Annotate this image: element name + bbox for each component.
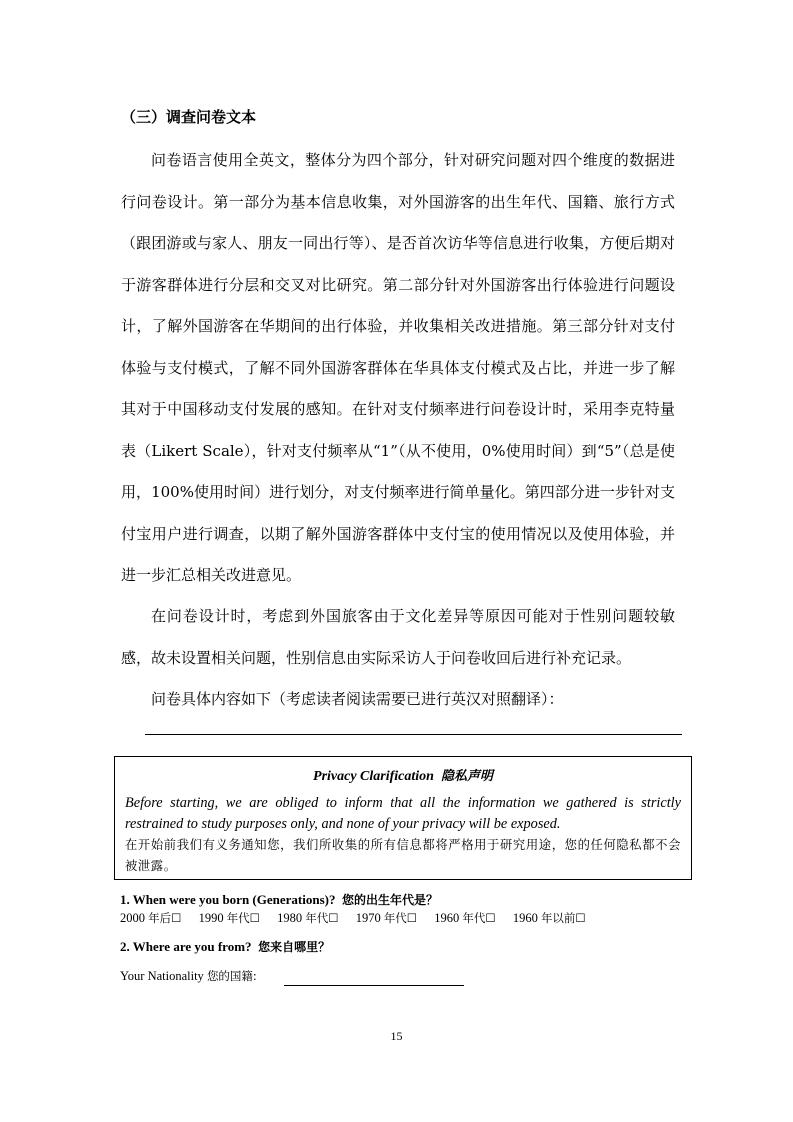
option-suffix: 年代☐ (226, 911, 260, 925)
nationality-label-cn: 您的国籍: (206, 969, 257, 983)
nationality-label-en: Your Nationality (120, 969, 204, 983)
question-2-label-en: 2. Where are you from? (120, 939, 252, 954)
option-1960s[interactable] (434, 911, 495, 925)
option-1980s[interactable] (277, 911, 338, 925)
option-year: 1990 (198, 911, 224, 925)
option-before-1960[interactable] (513, 911, 586, 925)
nationality-field-label (120, 968, 257, 984)
divider-line (145, 734, 682, 735)
privacy-title (125, 765, 681, 785)
option-year: 2000 (120, 911, 145, 925)
option-suffix: 年后☐ (148, 911, 182, 925)
privacy-title-en: Privacy Clarification (313, 769, 434, 784)
question-2-label-cn: 您来自哪里？ (258, 940, 331, 954)
nationality-input-line[interactable] (284, 985, 464, 986)
section-heading: （三）调查问卷文本 (121, 108, 257, 126)
paragraph-1: 问卷语言使用全英文，整体分为四个部分，针对研究问题对四个维度的数据进行问卷设计。第一部分为基本信息收集，对外国游客的出生年代、国籍、旅行方式（跟团游或与家人、朋友一同出行等）、是否首次访华等信息进行收集，方便后期对于游客群体进行分层和交叉对比研究。第二部分针对外国游客出行体验进行问题设计，了解外国游客在华期间的出行体验，并收集相关改进措施。第三部分针对支付体验与支付模式，了解不同外国游客群体在华具体支付模式及占比，并进一步了解其对于中国移动支付发展的感知。在针对支付频率进行问卷设计时，采用李克特量表（Likert Scale），针对支付频率从“1”（从不使用，0%使用时间）到“5”（总是使用，100%使用时间）进行划分，对支付频率进行简单量化。第四部分进一步针对支付宝用户进行调查，以期了解外国游客群体中支付宝的使用情况以及使用体验，并进一步汇总相关改进意见。 (121, 151, 675, 584)
paragraph-2: 在问卷设计时，考虑到外国旅客由于文化差异等原因可能对于性别问题较敏感，故未设置相关问题，性别信息由实际采访人于问卷收回后进行补充记录。 (121, 607, 675, 667)
privacy-title-cn: 隐私声明 (440, 769, 493, 784)
option-1990s[interactable] (199, 911, 260, 925)
privacy-box (114, 756, 692, 880)
option-1970s[interactable] (356, 911, 417, 925)
option-suffix: 年代☐ (462, 911, 496, 925)
page-number: 15 (390, 1029, 403, 1043)
question-2 (120, 938, 330, 955)
option-year: 1960 (512, 911, 538, 925)
privacy-text-cn: 在开始前我们有义务通知您，我们所收集的所有信息都将严格用于研究用途，您的任何隐私都不会被泄露。 (125, 838, 681, 873)
option-year: 1970 (355, 911, 381, 925)
option-suffix: 年代☐ (305, 911, 339, 925)
option-2000-after[interactable] (120, 911, 181, 925)
question-1-options (120, 910, 600, 926)
option-suffix: 年以前☐ (540, 911, 586, 925)
privacy-text-en: Before starting, we are obliged to inform that all the information we gathered is strictly restrained to study purposes only, and none of your privacy will be exposed. (125, 795, 681, 832)
question-1-label-cn: 您的出生年代是？ (341, 893, 438, 907)
option-year: 1960 (434, 911, 460, 925)
option-suffix: 年代☐ (383, 911, 418, 925)
question-1 (120, 891, 438, 908)
paragraph-3: 问卷具体内容如下（考虑读者阅读需要已进行英汉对照翻译）： (151, 690, 564, 708)
option-year: 1980 (277, 911, 303, 925)
question-1-label-en: 1. When were you born (Generations)? (120, 892, 336, 907)
